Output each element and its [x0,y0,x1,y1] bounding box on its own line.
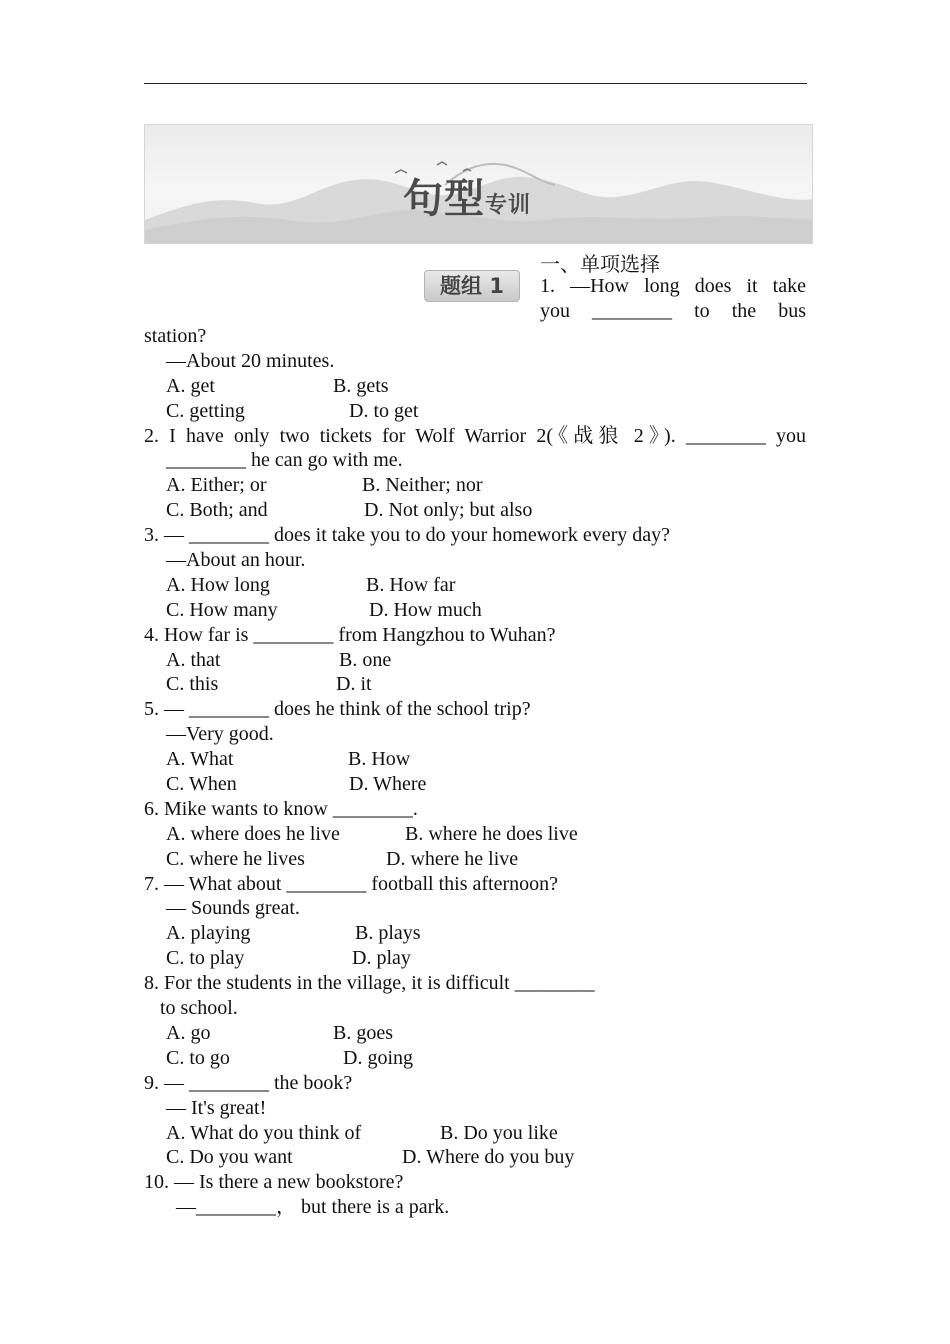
question-7-options-ab [144,921,814,946]
option-d: D. to get [349,399,419,422]
question-8-options-cd [144,1046,814,1071]
option-d: D. Where [349,773,427,796]
question-9-options-cd [144,1145,814,1170]
banner-title-small: 专训 [485,193,532,218]
question-4-options-ab [144,648,814,673]
question-2-options-cd [144,498,814,523]
option-a: A. Either; or [166,474,267,497]
option-a: A. playing [166,922,251,945]
option-d: D. Not only; but also [364,499,533,522]
option-d: D. going [343,1046,413,1069]
section-title: 一、单项选择 [540,252,660,276]
option-d: D. How much [369,598,482,621]
option-b: B. gets [333,374,389,397]
option-c: C. How many [166,598,278,621]
question-5-options-cd [144,772,814,797]
option-a: A. What [166,748,234,771]
question-9-answer: — It's great! [166,1096,267,1119]
option-a: A. What do you think of [166,1121,362,1144]
question-3-options-ab [144,573,814,598]
option-d: D. Where do you buy [402,1146,575,1169]
group-tag: 题组 1 [424,270,520,302]
question-8-stem: 8. For the students in the village, it is difficult ________ [144,972,595,995]
option-c: C. this [166,673,219,696]
option-a: A. How long [166,573,270,596]
question-1-line-3: station? [144,325,207,347]
question-9-options-ab [144,1121,814,1146]
banner-title-big: 句型 [403,176,485,222]
banner-title [403,167,531,224]
question-1-answer: —About 20 minutes. [166,349,335,372]
question-4-options-cd [144,672,814,697]
option-d: D. it [336,673,372,696]
question-1-options-cd [144,399,814,424]
question-7-stem: 7. — What about ________ football this afternoon? [144,872,558,895]
option-a: A. go [166,1021,211,1044]
question-1-options-ab [144,374,814,399]
question-4-stem: 4. How far is ________ from Hangzhou to Wuhan? [144,623,556,646]
question-2-stem: 2. I have only two tickets for Wolf Warrior 2(《战狼 2》). ________ you [144,424,806,447]
question-6-stem: 6. Mike wants to know ________. [144,797,418,820]
question-7-options-cd [144,946,814,971]
option-b: B. one [339,648,392,671]
option-c: C. Both; and [166,499,268,522]
option-d: D. play [352,947,411,970]
question-3-answer: —About an hour. [166,549,306,572]
question-1-line-2: you ________ to the bus [540,300,806,322]
question-1-stem [540,274,806,324]
question-6-options-cd [144,847,814,872]
question-5-stem: 5. — ________ does he think of the school trip? [144,698,531,721]
option-c: C. where he lives [166,847,305,870]
question-9-stem: 9. — ________ the book? [144,1071,353,1094]
question-2-options-ab [144,473,814,498]
option-c: C. to play [166,947,245,970]
question-5-options-ab [144,747,814,772]
question-2-stem-cont: ________ he can go with me. [166,449,403,472]
option-b: B. goes [333,1021,393,1044]
option-b: B. How far [366,573,456,596]
option-b: B. How [348,748,411,771]
option-a: A. get [166,374,215,397]
question-3-stem: 3. — ________ does it take you to do your homework every day? [144,524,671,547]
question-1-line-1: 1. —How long does it take [540,275,806,297]
question-10-answer: —________， but there is a park. [176,1196,450,1219]
option-b: B. plays [355,922,421,945]
question-list [144,324,814,1220]
option-c: C. Do you want [166,1146,293,1169]
question-8-options-ab [144,1021,814,1046]
option-c: C. getting [166,399,245,422]
option-b: B. Do you like [440,1121,558,1144]
question-10-stem: 10. — Is there a new bookstore? [144,1171,404,1194]
question-5-answer: —Very good. [166,723,274,746]
option-c: C. to go [166,1046,230,1069]
question-8-stem-cont: to school. [160,997,238,1020]
section-banner [144,124,813,244]
option-b: B. Neither; nor [362,474,483,497]
header-rule [144,83,807,84]
option-a: A. where does he live [166,822,340,845]
question-7-answer: — Sounds great. [166,897,300,920]
option-d: D. where he live [386,847,519,870]
option-c: C. When [166,773,237,796]
question-3-options-cd [144,598,814,623]
question-6-options-ab [144,822,814,847]
option-b: B. where he does live [405,822,578,845]
option-a: A. that [166,648,221,671]
